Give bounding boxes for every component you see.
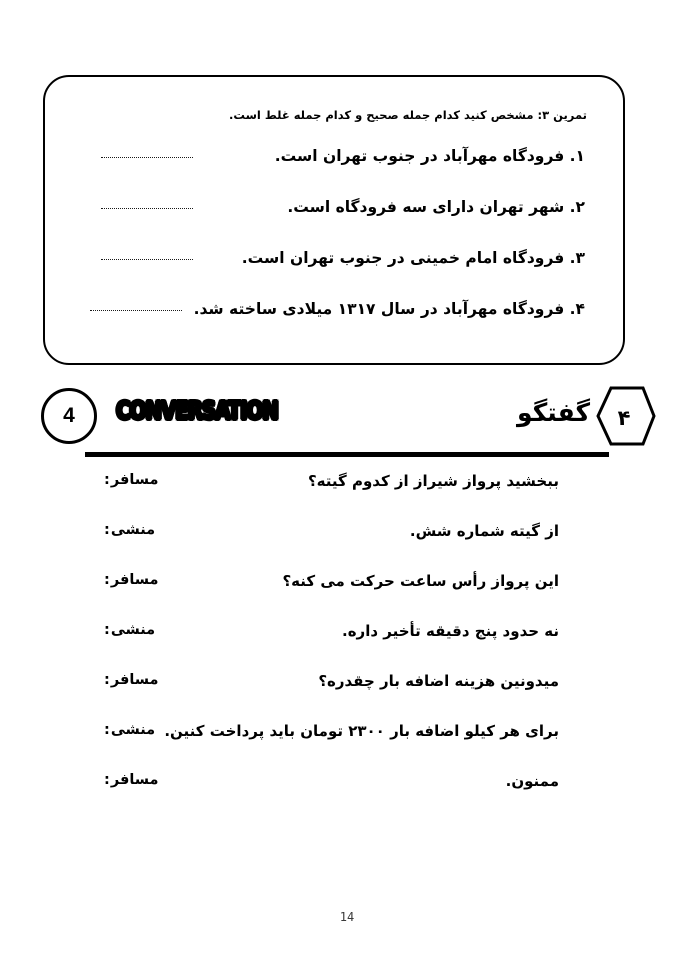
exercise-item-text: ۲. شهر تهران دارای سه فرودگاه است.	[287, 198, 585, 216]
section-number-circle-label: 4	[63, 404, 75, 427]
exercise-item-4	[65, 300, 603, 351]
section-number-circle	[41, 388, 97, 444]
dialogue-line	[40, 522, 654, 572]
dialogue-utterance: میدونین هزینه اضافه بار چقدره؟	[318, 672, 559, 690]
dialogue-line	[40, 622, 654, 672]
exercise-item-2	[65, 198, 603, 249]
exercise-item-3	[65, 249, 603, 300]
answer-blank-2[interactable]	[101, 207, 193, 209]
exercise-box	[43, 75, 625, 365]
dialogue-line	[40, 472, 654, 522]
page-number: 14	[339, 910, 355, 924]
dialogue-utterance: این پرواز رأس ساعت حرکت می کنه؟	[282, 572, 559, 590]
dialogue-speaker: مسافر :	[104, 572, 174, 588]
section-divider-rule	[85, 452, 609, 457]
dialogue-utterance: از گیته شماره شش.	[409, 522, 559, 540]
dialogue-utterance: نه حدود پنج دقیقه تأخیر داره.	[342, 622, 559, 640]
dialogue-line	[40, 772, 654, 822]
section-header	[38, 386, 656, 458]
answer-blank-1[interactable]	[101, 156, 193, 158]
exercise-item-text: ۴. فرودگاه مهرآباد در سال ۱۳۱۷ میلادی ساخته شد.	[193, 300, 585, 318]
dialogue-utterance: ببخشید پرواز شیراز از کدوم گیته؟	[307, 472, 559, 490]
section-number-hexagon-label: ۴	[617, 406, 631, 430]
section-banner-english: CONVERSATION	[116, 396, 278, 425]
conversation-dialogue	[40, 472, 654, 822]
dialogue-line	[40, 722, 654, 772]
exercise-item-text: ۱. فرودگاه مهرآباد در جنوب تهران است.	[274, 147, 585, 165]
dialogue-speaker: منشی :	[104, 522, 174, 538]
dialogue-speaker: مسافر :	[104, 772, 174, 788]
exercise-item-1	[65, 147, 603, 198]
dialogue-line	[40, 572, 654, 622]
answer-blank-4[interactable]	[90, 309, 182, 311]
exercise-item-list	[65, 147, 603, 351]
section-title-persian: گفتگو	[517, 398, 590, 427]
dialogue-speaker: مسافر :	[104, 472, 174, 488]
exercise-item-text: ۳. فرودگاه امام خمینی در جنوب تهران است.	[241, 249, 585, 267]
section-number-hexagon	[594, 386, 656, 446]
dialogue-line	[40, 672, 654, 722]
answer-blank-3[interactable]	[101, 258, 193, 260]
dialogue-utterance: برای هر کیلو اضافه بار ۲۳۰۰ تومان باید پرداخت کنین.	[164, 722, 559, 740]
dialogue-speaker: مسافر :	[104, 672, 174, 688]
dialogue-speaker: منشی :	[104, 622, 174, 638]
hexagon-icon	[594, 386, 656, 446]
dialogue-utterance: ممنون.	[505, 772, 559, 790]
exercise-prompt: تمرین ۳: مشخص کنید کدام جمله صحیح و کدام جمله غلط است.	[229, 108, 587, 122]
dialogue-speaker: منشی :	[104, 722, 174, 738]
